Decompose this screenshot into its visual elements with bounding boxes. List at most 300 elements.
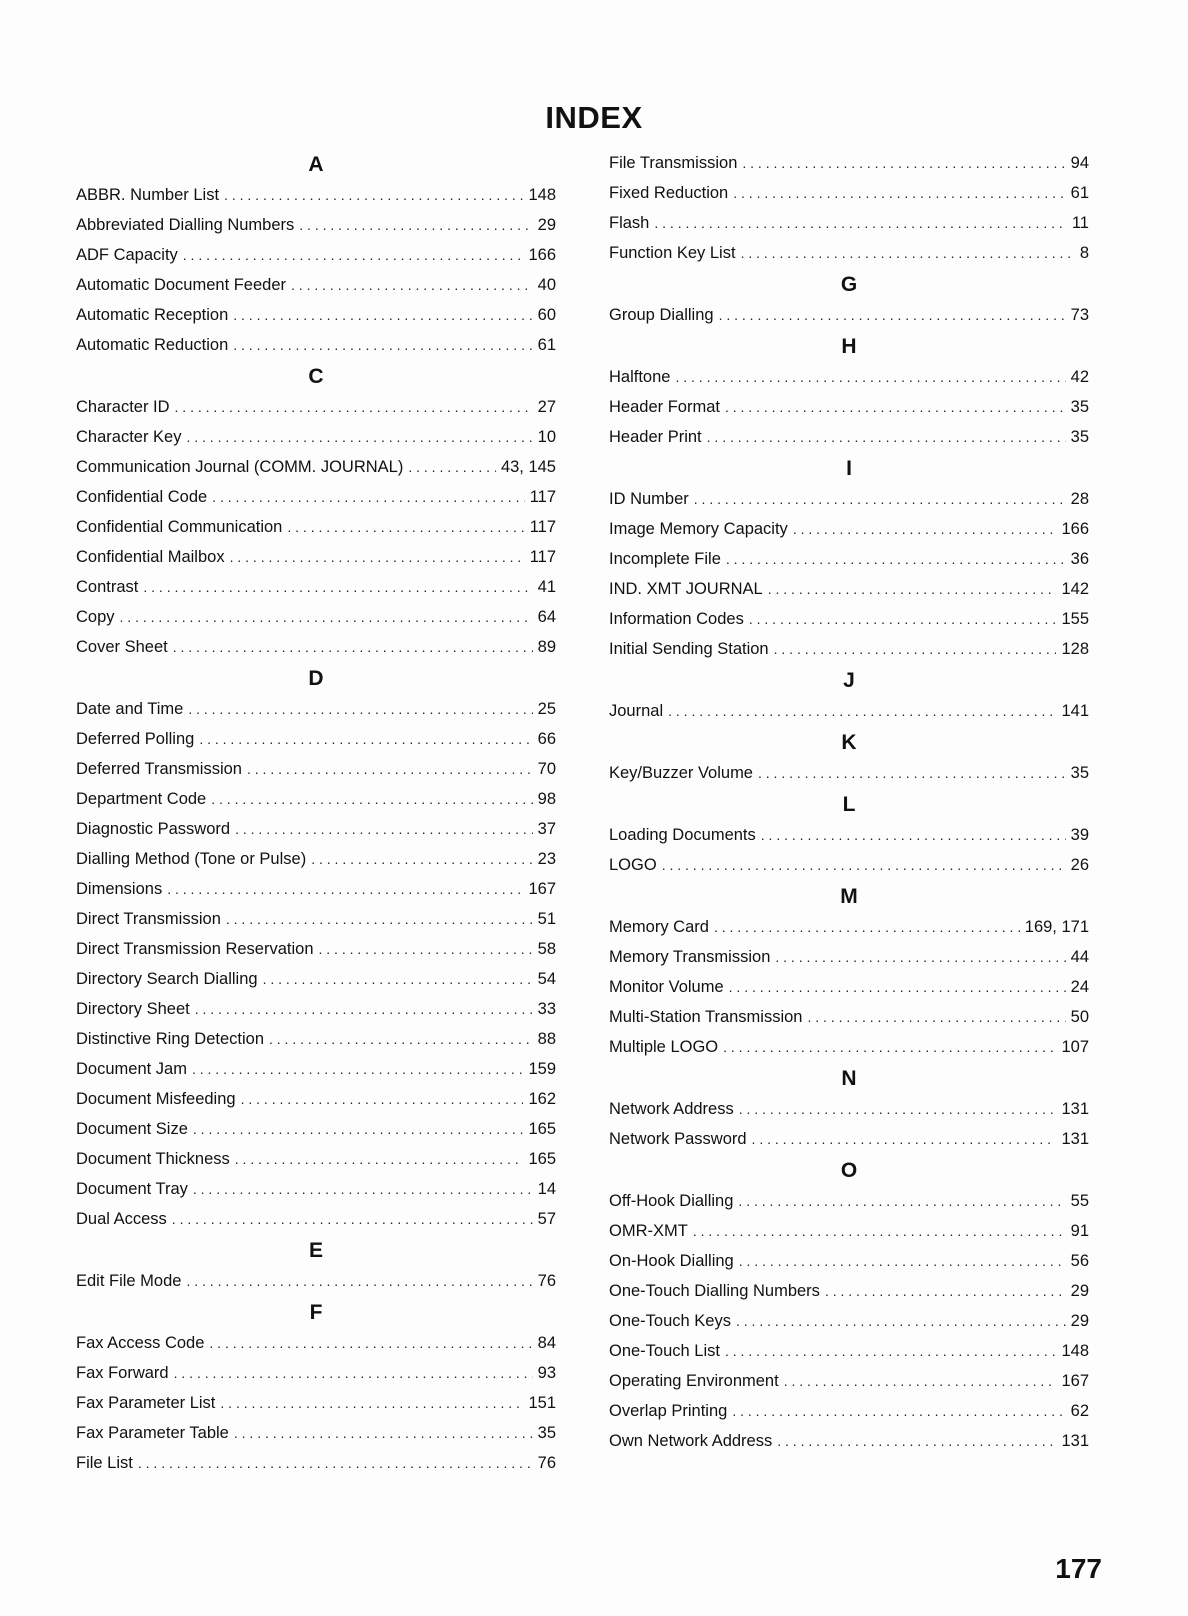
index-entry bbox=[76, 1448, 556, 1478]
index-page-ref: 73 bbox=[1070, 306, 1089, 324]
dot-leader bbox=[247, 754, 533, 784]
index-page-ref: 94 bbox=[1070, 154, 1089, 172]
index-page-ref: 27 bbox=[537, 398, 556, 416]
index-term: Document Jam bbox=[76, 1060, 187, 1078]
index-page-ref: 167 bbox=[1061, 1372, 1089, 1390]
dot-leader bbox=[825, 1276, 1066, 1306]
dot-leader bbox=[693, 1216, 1066, 1246]
index-term: Date and Time bbox=[76, 700, 184, 718]
index-page-ref: 50 bbox=[1070, 1008, 1089, 1026]
dot-leader bbox=[195, 994, 533, 1024]
dot-leader bbox=[729, 972, 1066, 1002]
index-term: Operating Environment bbox=[609, 1372, 779, 1390]
index-entry bbox=[609, 696, 1089, 726]
dot-leader bbox=[230, 542, 525, 572]
index-page-ref: 93 bbox=[537, 1364, 556, 1382]
index-page-ref: 84 bbox=[537, 1334, 556, 1352]
dot-leader bbox=[234, 1418, 533, 1448]
index-page-ref: 55 bbox=[1070, 1192, 1089, 1210]
dot-leader bbox=[725, 392, 1066, 422]
index-entry bbox=[76, 964, 556, 994]
index-page-ref: 58 bbox=[537, 940, 556, 958]
index-entry bbox=[609, 208, 1089, 238]
index-term: Direct Transmission Reservation bbox=[76, 940, 314, 958]
index-page-ref: 62 bbox=[1070, 1402, 1089, 1420]
index-entry bbox=[609, 634, 1089, 664]
index-entry bbox=[76, 1024, 556, 1054]
index-term: Document Tray bbox=[76, 1180, 188, 1198]
index-term: Diagnostic Password bbox=[76, 820, 231, 838]
index-term: Loading Documents bbox=[609, 826, 756, 844]
index-term: Automatic Reduction bbox=[76, 336, 229, 354]
index-page-ref: 155 bbox=[1061, 610, 1089, 628]
section-letter: I bbox=[846, 457, 852, 480]
index-page-ref: 25 bbox=[537, 700, 556, 718]
index-term: Character ID bbox=[76, 398, 170, 416]
index-term: Deferred Polling bbox=[76, 730, 195, 748]
index-page-ref: 54 bbox=[537, 970, 556, 988]
dot-leader bbox=[726, 544, 1066, 574]
index-entry bbox=[76, 330, 556, 360]
index-entry bbox=[609, 850, 1089, 880]
index-page-ref: 98 bbox=[537, 790, 556, 808]
dot-leader bbox=[749, 604, 1057, 634]
index-entry bbox=[76, 1204, 556, 1234]
index-term: Cover Sheet bbox=[76, 638, 168, 656]
dot-leader bbox=[777, 1426, 1056, 1456]
index-page-ref: 76 bbox=[537, 1272, 556, 1290]
dot-leader bbox=[775, 942, 1065, 972]
dot-leader bbox=[233, 300, 532, 330]
dot-leader bbox=[742, 148, 1065, 178]
dot-leader bbox=[319, 934, 533, 964]
section-letter: J bbox=[843, 669, 855, 692]
index-page-ref: 44 bbox=[1070, 948, 1089, 966]
dot-leader bbox=[174, 1358, 533, 1388]
index-entry bbox=[609, 1366, 1089, 1396]
dot-leader bbox=[675, 362, 1065, 392]
index-entry bbox=[76, 180, 556, 210]
index-entry bbox=[609, 1002, 1089, 1032]
dot-leader bbox=[120, 602, 533, 632]
dot-leader bbox=[784, 1366, 1057, 1396]
index-page-ref: 148 bbox=[528, 186, 556, 204]
index-page-ref: 88 bbox=[537, 1030, 556, 1048]
index-page-ref: 29 bbox=[537, 216, 556, 234]
index-entry bbox=[76, 874, 556, 904]
dot-leader bbox=[719, 300, 1066, 330]
dot-leader bbox=[707, 422, 1066, 452]
dot-leader bbox=[269, 1024, 533, 1054]
index-entry bbox=[609, 238, 1089, 268]
index-term: Confidential Code bbox=[76, 488, 208, 506]
index-term: Directory Search Dialling bbox=[76, 970, 258, 988]
index-entry bbox=[609, 1216, 1089, 1246]
index-term: Own Network Address bbox=[609, 1432, 773, 1450]
dot-leader bbox=[233, 330, 532, 360]
index-entry bbox=[76, 542, 556, 572]
index-term: File Transmission bbox=[609, 154, 738, 172]
index-term: Edit File Mode bbox=[76, 1272, 182, 1290]
index-term: Abbreviated Dialling Numbers bbox=[76, 216, 295, 234]
index-term: Multiple LOGO bbox=[609, 1038, 719, 1056]
index-page-ref: 23 bbox=[537, 850, 556, 868]
index-term: Distinctive Ring Detection bbox=[76, 1030, 264, 1048]
index-page-ref: 165 bbox=[528, 1150, 556, 1168]
index-term: Document Size bbox=[76, 1120, 188, 1138]
dot-leader bbox=[761, 820, 1066, 850]
index-column-left bbox=[76, 148, 556, 1478]
index-term: Directory Sheet bbox=[76, 1000, 190, 1018]
section-letter: L bbox=[842, 793, 856, 816]
dot-leader bbox=[183, 240, 524, 270]
dot-leader bbox=[739, 1246, 1066, 1276]
index-page-ref: 162 bbox=[528, 1090, 556, 1108]
index-term: Automatic Reception bbox=[76, 306, 229, 324]
index-entry bbox=[76, 210, 556, 240]
index-page-ref: 26 bbox=[1070, 856, 1089, 874]
dot-leader bbox=[226, 904, 533, 934]
section-letter: F bbox=[309, 1301, 323, 1324]
index-page-ref: 14 bbox=[537, 1180, 556, 1198]
index-entry bbox=[76, 1054, 556, 1084]
dot-leader bbox=[694, 484, 1066, 514]
index-page-ref: 91 bbox=[1070, 1222, 1089, 1240]
index-term: Fax Parameter List bbox=[76, 1394, 216, 1412]
index-entry bbox=[609, 1306, 1089, 1336]
index-term: One-Touch List bbox=[609, 1342, 720, 1360]
index-term: Network Password bbox=[609, 1130, 747, 1148]
dot-leader bbox=[209, 1328, 532, 1358]
index-term: Fax Parameter Table bbox=[76, 1424, 229, 1442]
index-page-ref: 107 bbox=[1061, 1038, 1089, 1056]
index-entry bbox=[76, 1388, 556, 1418]
index-entry bbox=[609, 912, 1089, 942]
index-page-ref: 35 bbox=[537, 1424, 556, 1442]
dot-leader bbox=[714, 912, 1020, 942]
index-page-ref: 51 bbox=[537, 910, 556, 928]
dot-leader bbox=[220, 1388, 523, 1418]
dot-leader bbox=[733, 178, 1065, 208]
dot-leader bbox=[224, 180, 523, 210]
index-entry bbox=[76, 994, 556, 1024]
index-term: Character Key bbox=[76, 428, 182, 446]
index-term: Information Codes bbox=[609, 610, 744, 628]
dot-leader bbox=[723, 1032, 1056, 1062]
index-page-ref: 117 bbox=[529, 518, 556, 536]
index-page-ref: 131 bbox=[1061, 1100, 1089, 1118]
index-term: Function Key List bbox=[609, 244, 736, 262]
index-entry bbox=[609, 604, 1089, 634]
index-term: Confidential Communication bbox=[76, 518, 283, 536]
index-page-ref: 64 bbox=[537, 608, 556, 626]
index-page-ref: 148 bbox=[1061, 1342, 1089, 1360]
index-page-ref: 61 bbox=[537, 336, 556, 354]
section-letter: C bbox=[308, 365, 324, 388]
dot-leader bbox=[167, 874, 523, 904]
section-letter: G bbox=[840, 273, 858, 296]
index-page-ref: 117 bbox=[529, 488, 556, 506]
index-term: Flash bbox=[609, 214, 650, 232]
index-term: Header Format bbox=[609, 398, 720, 416]
index-entry bbox=[76, 300, 556, 330]
index-page-ref: 56 bbox=[1070, 1252, 1089, 1270]
index-page-ref: 35 bbox=[1070, 428, 1089, 446]
index-page-ref: 142 bbox=[1061, 580, 1089, 598]
index-term: Copy bbox=[76, 608, 115, 626]
index-page-ref: 76 bbox=[537, 1454, 556, 1472]
dot-leader bbox=[408, 452, 496, 482]
index-page-ref: 11 bbox=[1071, 214, 1089, 232]
index-page-ref: 8 bbox=[1079, 244, 1089, 262]
index-entry bbox=[76, 1174, 556, 1204]
index-entry bbox=[609, 1426, 1089, 1456]
dot-leader bbox=[668, 696, 1056, 726]
index-term: Multi-Station Transmission bbox=[609, 1008, 803, 1026]
dot-leader bbox=[299, 210, 532, 240]
index-page-ref: 60 bbox=[537, 306, 556, 324]
index-entry bbox=[76, 754, 556, 784]
index-term: Overlap Printing bbox=[609, 1402, 728, 1420]
index-page-ref: 29 bbox=[1070, 1312, 1089, 1330]
index-entry bbox=[609, 514, 1089, 544]
dot-leader bbox=[793, 514, 1057, 544]
index-entry bbox=[76, 482, 556, 512]
index-page-ref: 165 bbox=[528, 1120, 556, 1138]
index-page-ref: 42 bbox=[1070, 368, 1089, 386]
index-term: Document Misfeeding bbox=[76, 1090, 236, 1108]
dot-leader bbox=[739, 1094, 1057, 1124]
index-entry bbox=[76, 1084, 556, 1114]
index-term: Halftone bbox=[609, 368, 671, 386]
dot-leader bbox=[732, 1396, 1065, 1426]
index-entry bbox=[76, 1328, 556, 1358]
index-entry bbox=[609, 362, 1089, 392]
index-page-ref: 131 bbox=[1061, 1130, 1089, 1148]
index-entry bbox=[609, 758, 1089, 788]
index-term: OMR-XMT bbox=[609, 1222, 688, 1240]
dot-leader bbox=[291, 270, 533, 300]
index-entry bbox=[76, 602, 556, 632]
index-term: IND. XMT JOURNAL bbox=[609, 580, 763, 598]
dot-leader bbox=[186, 422, 532, 452]
dot-leader bbox=[193, 1174, 533, 1204]
index-page-ref: 28 bbox=[1070, 490, 1089, 508]
dot-leader bbox=[738, 1186, 1065, 1216]
index-entry bbox=[609, 942, 1089, 972]
index-page-ref: 89 bbox=[537, 638, 556, 656]
dot-leader bbox=[193, 1114, 524, 1144]
index-term: Fax Forward bbox=[76, 1364, 169, 1382]
dot-leader bbox=[138, 1448, 533, 1478]
index-entry bbox=[609, 422, 1089, 452]
index-term: Initial Sending Station bbox=[609, 640, 769, 658]
index-entry bbox=[609, 544, 1089, 574]
index-page-ref: 40 bbox=[537, 276, 556, 294]
section-letter: H bbox=[841, 335, 857, 358]
index-term: Confidential Mailbox bbox=[76, 548, 225, 566]
index-entry bbox=[609, 484, 1089, 514]
index-entry bbox=[76, 572, 556, 602]
dot-leader bbox=[752, 1124, 1057, 1154]
index-term: Fixed Reduction bbox=[609, 184, 729, 202]
index-entry bbox=[76, 1418, 556, 1448]
index-entry bbox=[609, 574, 1089, 604]
index-page-ref: 117 bbox=[529, 548, 556, 566]
index-page-ref: 39 bbox=[1070, 826, 1089, 844]
dot-leader bbox=[175, 392, 533, 422]
index-page-ref: 61 bbox=[1070, 184, 1089, 202]
dot-leader bbox=[736, 1306, 1066, 1336]
index-term: Monitor Volume bbox=[609, 978, 724, 996]
dot-leader bbox=[662, 850, 1066, 880]
dot-leader bbox=[741, 238, 1075, 268]
index-entry bbox=[609, 1186, 1089, 1216]
dot-leader bbox=[186, 1266, 532, 1296]
index-term: Off-Hook Dialling bbox=[609, 1192, 734, 1210]
section-letter: M bbox=[840, 885, 858, 908]
index-term: Contrast bbox=[76, 578, 139, 596]
index-entry bbox=[609, 1246, 1089, 1276]
index-entry bbox=[609, 1336, 1089, 1366]
index-term: Image Memory Capacity bbox=[609, 520, 788, 538]
index-entry bbox=[609, 300, 1089, 330]
index-page-ref: 167 bbox=[528, 880, 556, 898]
dot-leader bbox=[807, 1002, 1065, 1032]
dot-leader bbox=[287, 512, 524, 542]
index-page-ref: 33 bbox=[537, 1000, 556, 1018]
index-page-ref: 43, 145 bbox=[500, 458, 556, 476]
section-letter: D bbox=[308, 667, 324, 690]
index-page-ref: 70 bbox=[537, 760, 556, 778]
dot-leader bbox=[725, 1336, 1056, 1366]
index-entry bbox=[76, 240, 556, 270]
index-page-ref: 166 bbox=[528, 246, 556, 264]
index-entry bbox=[76, 844, 556, 874]
index-entry bbox=[76, 422, 556, 452]
dot-leader bbox=[172, 1204, 533, 1234]
index-entry bbox=[76, 632, 556, 662]
index-term: Dual Access bbox=[76, 1210, 167, 1228]
index-entry bbox=[76, 1144, 556, 1174]
index-entry bbox=[76, 270, 556, 300]
index-term: Fax Access Code bbox=[76, 1334, 205, 1352]
index-entry bbox=[609, 1032, 1089, 1062]
index-term: One-Touch Keys bbox=[609, 1312, 731, 1330]
dot-leader bbox=[263, 964, 533, 994]
dot-leader bbox=[768, 574, 1057, 604]
index-page-ref: 10 bbox=[537, 428, 556, 446]
index-entry bbox=[76, 904, 556, 934]
index-term: Memory Card bbox=[609, 918, 709, 936]
index-page-ref: 37 bbox=[537, 820, 556, 838]
index-term: Group Dialling bbox=[609, 306, 714, 324]
section-letter: O bbox=[840, 1159, 858, 1182]
index-term: On-Hook Dialling bbox=[609, 1252, 734, 1270]
index-term: Dimensions bbox=[76, 880, 163, 898]
index-page-ref: 151 bbox=[528, 1394, 556, 1412]
dot-leader bbox=[235, 1144, 524, 1174]
index-term: Memory Transmission bbox=[609, 948, 771, 966]
index-page-ref: 66 bbox=[537, 730, 556, 748]
index-term: ID Number bbox=[609, 490, 689, 508]
index-term: ADF Capacity bbox=[76, 246, 178, 264]
index-page-ref: 24 bbox=[1070, 978, 1089, 996]
index-page-ref: 35 bbox=[1070, 764, 1089, 782]
index-term: LOGO bbox=[609, 856, 657, 874]
index-page-ref: 166 bbox=[1061, 520, 1089, 538]
index-entry bbox=[609, 972, 1089, 1002]
index-term: One-Touch Dialling Numbers bbox=[609, 1282, 820, 1300]
index-term: Automatic Document Feeder bbox=[76, 276, 287, 294]
index-entry bbox=[609, 1124, 1089, 1154]
index-term: Incomplete File bbox=[609, 550, 721, 568]
index-page-ref: 128 bbox=[1061, 640, 1089, 658]
index-term: File List bbox=[76, 1454, 133, 1472]
dot-leader bbox=[311, 844, 532, 874]
index-term: Header Print bbox=[609, 428, 702, 446]
index-term: Network Address bbox=[609, 1100, 734, 1118]
dot-leader bbox=[188, 694, 532, 724]
dot-leader bbox=[192, 1054, 524, 1084]
index-entry bbox=[609, 392, 1089, 422]
index-term: Journal bbox=[609, 702, 664, 720]
section-letter: N bbox=[841, 1067, 857, 1090]
dot-leader bbox=[212, 482, 525, 512]
index-page-ref: 29 bbox=[1070, 1282, 1089, 1300]
index-page-ref: 159 bbox=[528, 1060, 556, 1078]
dot-leader bbox=[758, 758, 1066, 788]
index-entry bbox=[76, 814, 556, 844]
index-term: ABBR. Number List bbox=[76, 186, 220, 204]
index-page-ref: 141 bbox=[1061, 702, 1089, 720]
section-letter: A bbox=[308, 153, 324, 176]
index-page-ref: 36 bbox=[1070, 550, 1089, 568]
index-entry bbox=[609, 1276, 1089, 1306]
index-entry bbox=[609, 820, 1089, 850]
index-page-ref: 41 bbox=[537, 578, 556, 596]
index-entry bbox=[609, 1094, 1089, 1124]
index-entry bbox=[76, 784, 556, 814]
index-entry bbox=[76, 934, 556, 964]
index-entry bbox=[76, 1114, 556, 1144]
index-entry bbox=[76, 512, 556, 542]
index-entry bbox=[76, 724, 556, 754]
index-term: Deferred Transmission bbox=[76, 760, 242, 778]
dot-leader bbox=[143, 572, 532, 602]
index-term: Dialling Method (Tone or Pulse) bbox=[76, 850, 307, 868]
index-page-ref: 169, 171 bbox=[1024, 918, 1089, 936]
dot-leader bbox=[211, 784, 532, 814]
dot-leader bbox=[654, 208, 1067, 238]
index-entry bbox=[609, 178, 1089, 208]
dot-leader bbox=[235, 814, 533, 844]
index-entry bbox=[76, 452, 556, 482]
section-letter: K bbox=[841, 731, 857, 754]
index-column-right bbox=[609, 148, 1089, 1456]
dot-leader bbox=[173, 632, 533, 662]
index-entry bbox=[76, 1266, 556, 1296]
index-entry bbox=[609, 1396, 1089, 1426]
dot-leader bbox=[199, 724, 532, 754]
index-entry bbox=[76, 392, 556, 422]
index-page-ref: 35 bbox=[1070, 398, 1089, 416]
index-term: Department Code bbox=[76, 790, 207, 808]
index-entry bbox=[76, 694, 556, 724]
index-term: Key/Buzzer Volume bbox=[609, 764, 753, 782]
index-term: Direct Transmission bbox=[76, 910, 221, 928]
index-entry bbox=[76, 1358, 556, 1388]
